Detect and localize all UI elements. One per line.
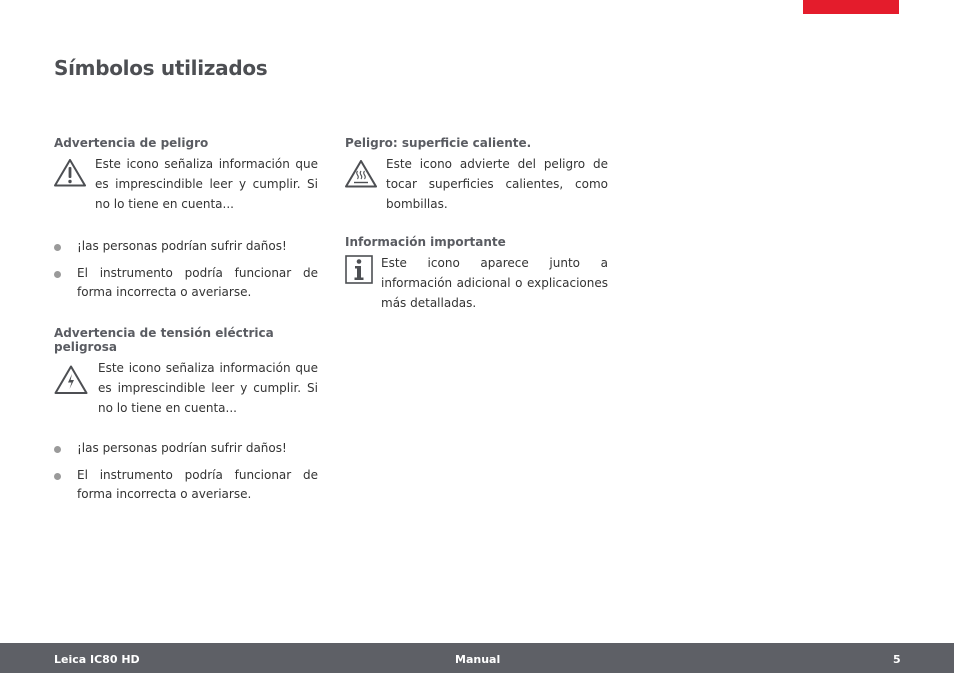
list-item: El instrumento podría funcionar de forma incorrecta o averiarse.	[54, 466, 318, 505]
footer-page-number: 5	[893, 653, 901, 666]
page-title: Símbolos utilizados	[54, 56, 268, 80]
bullet-dot	[54, 271, 61, 278]
section-text: Este icono advierte del peligro de tocar superficies calientes, como bombillas.	[386, 157, 608, 211]
bullet-list	[54, 439, 318, 505]
page-footer	[0, 643, 954, 673]
list-item: ¡las personas podrían sufrir daños!	[54, 439, 318, 459]
section-text: Este icono señaliza información que es imprescindible leer y cumplir. Si no lo tiene en cuenta...	[95, 157, 318, 211]
footer-product: Leica IC80 HD	[54, 653, 140, 666]
section-heading: Advertencia de peligro	[54, 136, 209, 150]
section-text: Este icono señaliza información que es imprescindible leer y cumplir. Si no lo tiene en cuenta...	[98, 361, 318, 415]
section-important-info	[345, 235, 608, 313]
list-item: ¡las personas podrían sufrir daños!	[54, 237, 318, 257]
section-text: Este icono aparece junto a información adicional o explicaciones más detalladas.	[381, 256, 608, 310]
high-voltage-icon	[54, 365, 88, 395]
bullet-list	[54, 237, 318, 303]
warning-triangle-icon	[54, 159, 88, 189]
section-danger-warning	[54, 136, 318, 303]
section-heading: Información importante	[345, 235, 506, 249]
section-heading: Advertencia de tensión eléctrica peligrosa	[54, 326, 274, 354]
list-item: El instrumento podría funcionar de forma incorrecta o averiarse.	[54, 264, 318, 303]
section-heading: Peligro: superficie caliente.	[345, 136, 532, 150]
hot-surface-icon	[345, 160, 379, 190]
section-hot-surface	[345, 136, 608, 214]
footer-doc-title: Manual	[455, 653, 501, 666]
bullet-dot	[54, 473, 61, 480]
brand-accent-tab	[803, 0, 899, 14]
section-voltage-warning	[54, 326, 318, 505]
bullet-dot	[54, 244, 61, 251]
bullet-dot	[54, 446, 61, 453]
info-icon	[345, 255, 379, 285]
